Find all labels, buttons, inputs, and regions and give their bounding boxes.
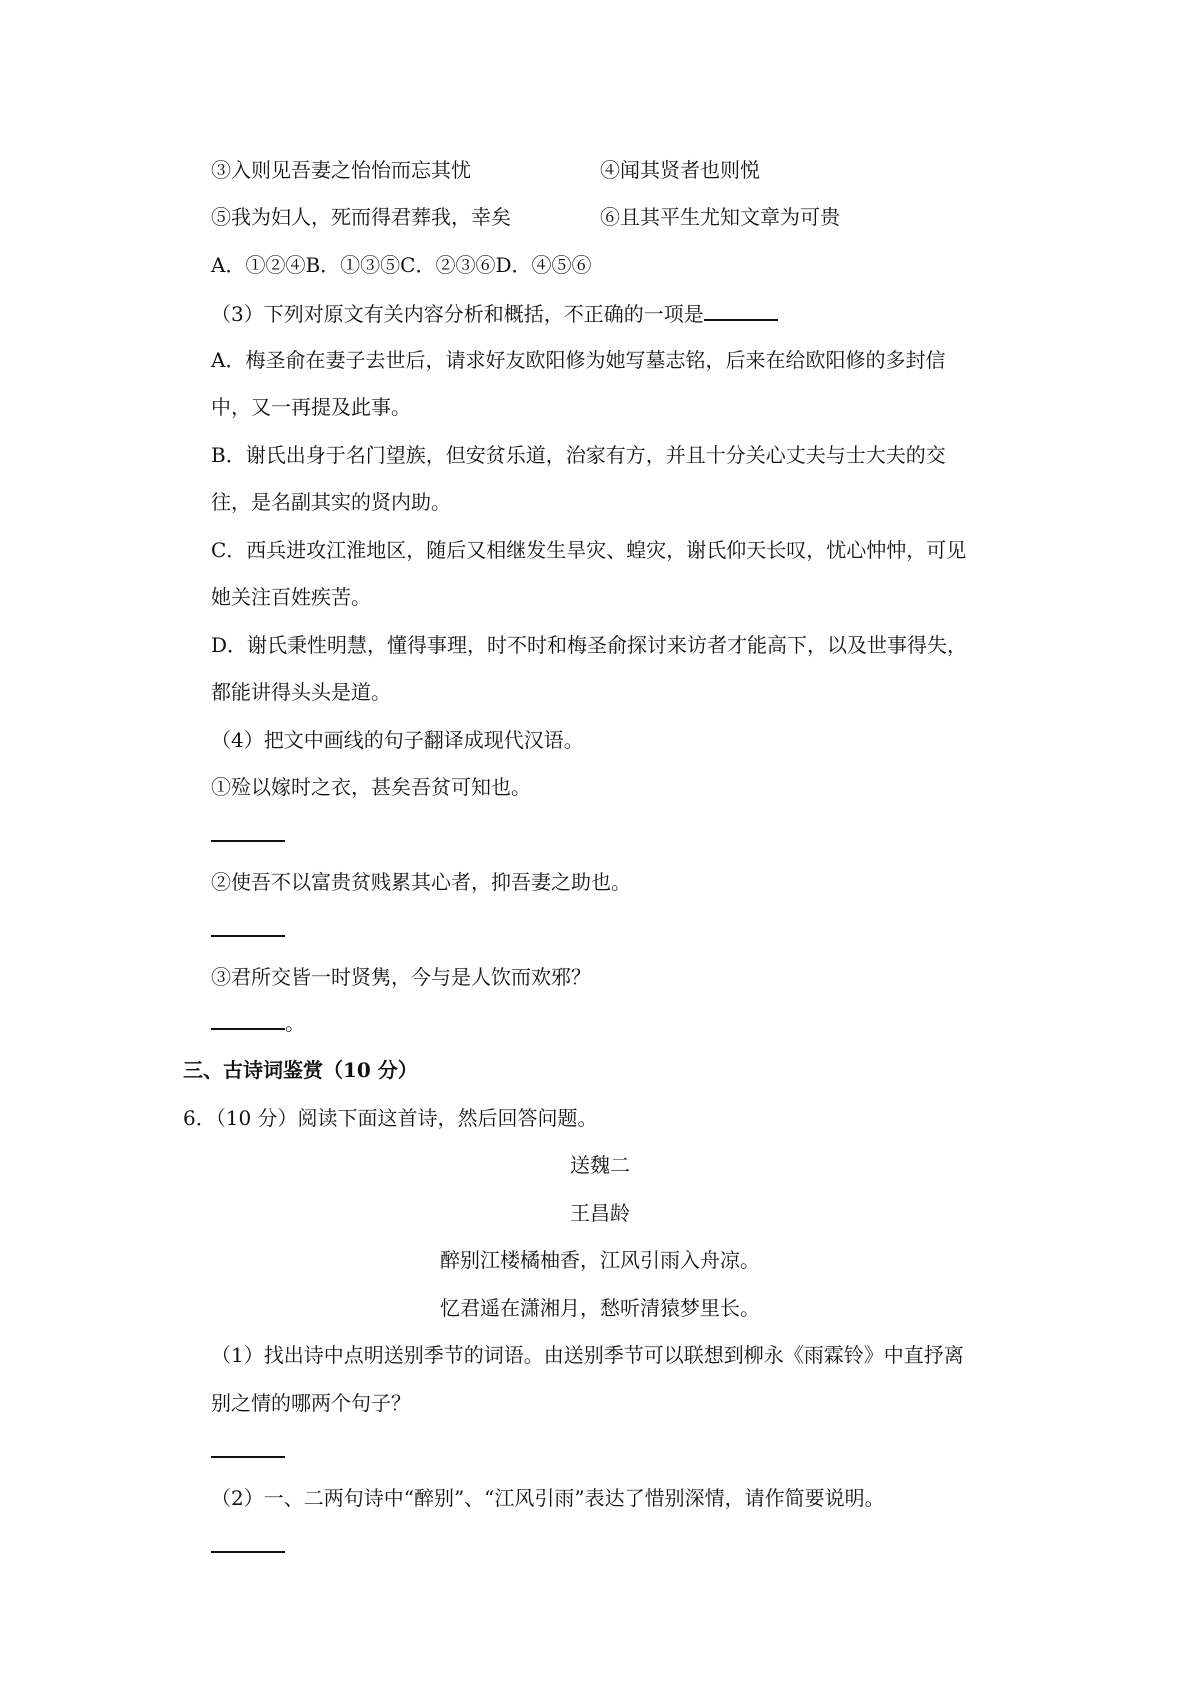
- poem-author: 王昌龄: [570, 1201, 630, 1225]
- q3-stem: [211, 299, 778, 328]
- poem-line-1: 醉别江楼橘柚香，江风引雨入舟凉。: [440, 1248, 760, 1272]
- q4-sentence-1: ①殓以嫁时之衣，甚矣吾贫可知也。: [211, 775, 531, 799]
- q4-sentence-2: ②使吾不以富贵贫贱累其心者，抑吾妻之助也。: [211, 870, 631, 894]
- option-item-5: ⑤我为妇人，死而得君葬我，幸矣: [211, 205, 511, 229]
- q4-stem: （4）把文中画线的句子翻译成现代汉语。: [211, 728, 584, 752]
- q3-option-c-line2: 她关注百姓疾苦。: [211, 585, 371, 609]
- q4-sentence-3: ③君所交皆一时贤隽，今与是人饮而欢邪？: [211, 965, 591, 989]
- q3-option-b-line1: B．谢氏出身于名门望族，但安贫乐道，治家有方，并且十分关心丈夫与士大夫的交: [211, 443, 946, 467]
- q3-option-a-line2: 中，又一再提及此事。: [211, 395, 411, 419]
- answer-blank: [211, 933, 285, 937]
- q3-option-d-line1: D．谢氏秉性明慧，懂得事理，时不时和梅圣俞探讨来访者才能高下，以及世事得失，: [211, 633, 968, 657]
- end-mark: 。: [285, 1011, 305, 1035]
- q3-option-c-line1: C．西兵进攻江淮地区，随后又相继发生旱灾、蝗灾，谢氏仰天长叹，忧心忡忡，可见: [211, 538, 967, 562]
- poem-title: 送魏二: [570, 1153, 630, 1177]
- answer-blank: [211, 1008, 285, 1030]
- q6-stem: 6．（10 分）阅读下面这首诗，然后回答问题。: [183, 1106, 598, 1130]
- option-item-6: ⑥且其平生尤知文章为可贵: [600, 205, 840, 229]
- option-item-3: ③入则见吾妻之怡怡而忘其忧: [211, 158, 471, 182]
- q6-sub1-line1: （1）找出诗中点明送别季节的词语。由送别季节可以联想到柳永《雨霖铃》中直抒离: [211, 1343, 964, 1367]
- q6-sub2: （2）一、二两句诗中“醉别”、“江风引雨”表达了惜别深情，请作简要说明。: [211, 1486, 885, 1510]
- option-item-4: ④闻其贤者也则悦: [600, 158, 760, 182]
- q4-final-answer: [211, 1008, 305, 1037]
- q3-option-d-line2: 都能讲得头头是道。: [211, 680, 391, 704]
- answer-blank: [211, 838, 285, 842]
- section-heading: 三、古诗词鉴赏（10 分）: [183, 1058, 418, 1082]
- q3-option-a-line1: A．梅圣俞在妻子去世后，请求好友欧阳修为她写墓志铭，后来在给欧阳修的多封信: [211, 348, 946, 372]
- answer-blank: [211, 1549, 285, 1553]
- q3-option-b-line2: 往，是名副其实的贤内助。: [211, 490, 451, 514]
- poem-line-2: 忆君遥在潇湘月，愁听清猿梦里长。: [440, 1296, 760, 1320]
- q6-sub1-line2: 别之情的哪两个句子？: [211, 1391, 411, 1415]
- option-choices: A．①②④B．①③⑤C．②③⑥D．④⑤⑥: [211, 253, 592, 277]
- q3-stem-text: （3）下列对原文有关内容分析和概括，不正确的一项是: [211, 302, 704, 326]
- answer-blank: [704, 299, 778, 321]
- answer-blank: [211, 1454, 285, 1458]
